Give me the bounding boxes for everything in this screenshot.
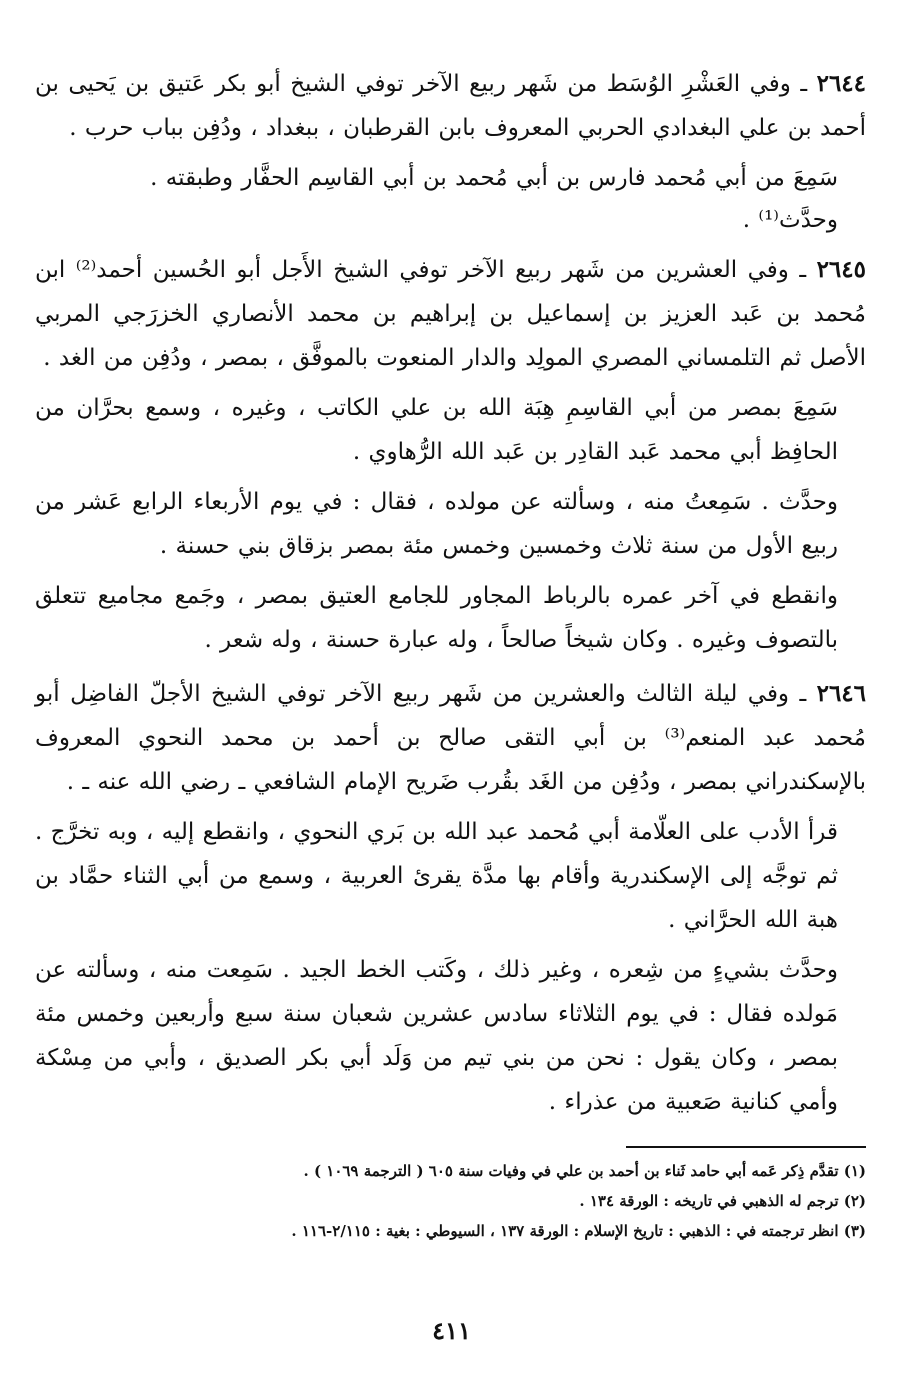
entry-paragraph: وحدَّث⁽¹⁾ . — [742, 207, 838, 233]
entry-paragraph: وانقطع في آخر عمره بالرباط المجاور للجامع العتيق بمصر ، وجَمع مجاميع تتعلق بالتصوف وغيره . وكان شيخاً صالحاً ، وله عبارة حسنة ، وله شعر . — [35, 583, 838, 653]
footnote: (٣) انظر ترجمته في : الذهبي : تاريخ الإسلام : الورقة ١٣٧ ، السيوطي : بغية : ٢/١١٥-١١٦ . — [291, 1222, 866, 1240]
entry-text: ـ وفي العشرين من شَهر ربيع الآخر توفي الشيخ الأَجل أبو الحُسين أحمد⁽²⁾ ابن مُحمد بن عَبد العزيز بن إسماعيل بن إبراهيم بن محمد الأنصاري الخزرَجي المربي الأصل ثم التلمساني المصري المولِد والدار المنعوت بالموفَّق ، بمصر ، ودُفِن من الغد . — [35, 257, 866, 371]
entry-paragraph: وحدَّث بشيءٍ من شِعره ، وغير ذلك ، وكَتب الخط الجيد . سَمِعت منه ، وسألته عن مَولده فقال : في يوم الثلاثاء سادس عشرين شعبان سنة سبع وأربعين وخمس مئة بمصر ، وكان يقول : نحن من بني تيم من وَلَد أبي بكر الصديق ، وأبي من مِسْكة وأمي كنانية صَعبية من عذراء . — [35, 957, 838, 1115]
entry-paragraph — [35, 62, 866, 150]
entry-number: ٢٦٤٥ — [816, 256, 866, 283]
page-number: ٤١١ — [432, 1316, 471, 1345]
entry-paragraph: قرأ الأدب على العلّامة أبي مُحمد عبد الله بن بَري النحوي ، وانقطع إليه ، وبه تخرَّج . ثم توجَّه إلى الإسكندرية وأقام بها مدَّة يقرئ العربية ، وسمع من أبي الثناء حمَّاد بن هبة الله الحرَّاني . — [35, 819, 838, 933]
entry-paragraph: سَمِعَ من أبي مُحمد فارس بن أبي مُحمد بن أبي القاسِم الحفَّار وطبقته . — [150, 165, 838, 191]
entry-paragraph: وحدَّث . سَمِعتُ منه ، وسألته عن مولده ، فقال : في يوم الأربعاء الرابع عَشر من ربيع الأول من سنة ثلاث وخمسين وخمس مئة بمصر بزقاق بني حسنة . — [35, 489, 838, 559]
entry-number: ٢٦٤٤ — [816, 70, 867, 97]
entry-2645 — [35, 248, 866, 662]
entry-paragraph — [35, 672, 866, 804]
footnote: (١) تقدَّم ذِكر عَمه أبي حامد ثَناء بن أحمد بن علي في وفيات سنة ٦٠٥ ( الترجمة ١٠٦٩ ) . — [303, 1162, 866, 1180]
entry-text: ـ وفي ليلة الثالث والعشرين من شَهر ربيع الآخر توفي الشيخ الأجلّ الفاضِل أبو مُحمد عبد المنعم⁽³⁾ بن أبي التقى صالح بن أحمد بن محمد النحوي المعروف بالإسكندراني بمصر ، ودُفِن من الغَد بقُرب ضَريح الإمام الشافعي ـ رضي الله عنه ـ . — [35, 681, 866, 795]
entry-paragraph — [35, 248, 866, 380]
entry-2644 — [35, 62, 866, 238]
footnote: (٢) ترجم له الذهبي في تاريخه : الورقة ١٣٤ . — [579, 1192, 866, 1210]
footnotes — [35, 1156, 866, 1246]
footnote-separator — [626, 1146, 866, 1148]
entry-text: ـ وفي العَشْرِ الوُسَط من شَهر ربيع الآخر توفي الشيخ أبو بكر عَتيق بن يَحيى بن أحمد بن علي البغدادي الحربي المعروف بابن القرطبان ، ببغداد ، ودُفِن بباب حرب . — [35, 71, 866, 141]
entry-2646 — [35, 672, 866, 1124]
entry-number: ٢٦٤٦ — [816, 680, 867, 707]
entry-paragraph: سَمِعَ بمصر من أبي القاسِمِ هِبَة الله بن علي الكاتب ، وغيره ، وسمع بحرَّان من الحافِظ أبي محمد عَبد القادِر بن عَبد الله الرُّهاوي . — [35, 395, 838, 465]
